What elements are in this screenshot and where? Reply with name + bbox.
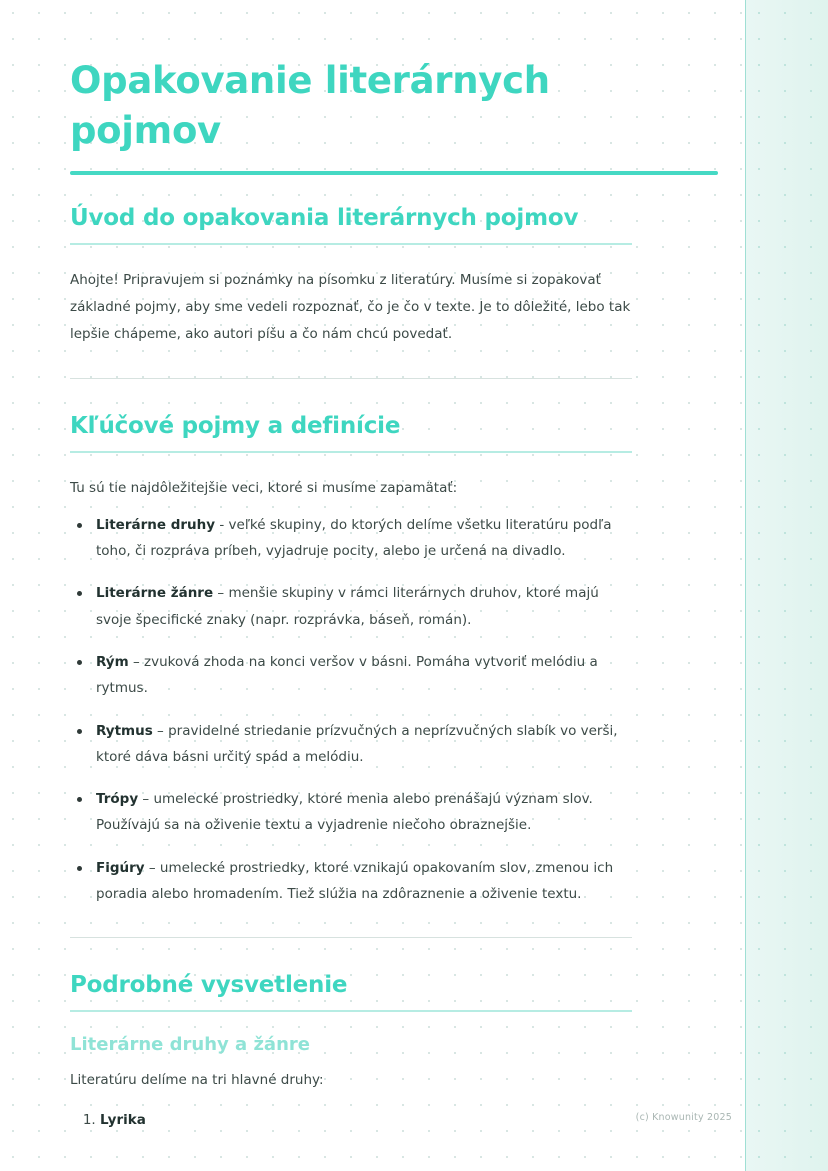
list-item bbox=[70, 786, 632, 839]
footer-credit: (c) Knowunity 2025 bbox=[635, 1112, 732, 1123]
term-label: Rým bbox=[96, 653, 129, 670]
details-intro: Literatúru delíme na tri hlavné druhy: bbox=[70, 1072, 324, 1089]
section-heading-details: Podrobné vysvetlenie bbox=[70, 972, 348, 999]
term-definition: - veľké skupiny, do ktorých delíme všetku literatúru podľa toho, či rozpráva príbeh, vyjadruje pocity, alebo je určená na divadlo. bbox=[96, 516, 612, 559]
term-label: Trópy bbox=[96, 791, 139, 808]
section-divider-intro bbox=[70, 243, 632, 245]
content-divider-2 bbox=[70, 937, 632, 938]
section-divider-key-terms bbox=[70, 451, 632, 453]
term-label: Literárne druhy bbox=[96, 516, 216, 533]
page-title: Opakovanie literárnych pojmov bbox=[70, 59, 550, 153]
term-definition: – zvuková zhoda na konci veršov v básni. Pomáha vytvoriť melódiu a rytmus. bbox=[96, 653, 598, 697]
literary-types-list bbox=[70, 1108, 632, 1134]
key-terms-intro: Tu sú tie najdôležitejšie veci, ktoré si musíme zapamätať: bbox=[70, 479, 458, 496]
term-definition: – umelecké prostriedky, ktoré vznikajú opakovaním slov, zmenou ich poradia alebo hromadením. Tiež slúžia na zdôraznenie a oživenie textu. bbox=[96, 859, 614, 903]
term-definition: – umelecké prostriedky, ktoré menia alebo prenášajú význam slov. Používajú sa na oživenie textu a vyjadrenie niečoho obraznejšie. bbox=[96, 791, 593, 834]
term-definition: – pravidelné striedanie prízvučných a neprízvučných slabík vo verši, ktoré dáva básni určitý spád a melódiu. bbox=[96, 722, 618, 765]
subsection-heading-types: Literárne druhy a žánre bbox=[70, 1034, 310, 1056]
section-heading-key-terms: Kľúčové pojmy a definície bbox=[70, 412, 401, 439]
title-divider bbox=[70, 171, 718, 175]
list-item bbox=[70, 855, 632, 908]
section-heading-intro: Úvod do opakovania literárnych pojmov bbox=[70, 204, 579, 231]
term-label: Rytmus bbox=[96, 722, 153, 739]
intro-paragraph: Ahojte! Pripravujem si poznámky na písomku z literatúry. Musíme si zopakovať základné pojmy, aby sme vedeli rozpoznať, čo je čo v texte. Je to dôležité, lebo tak lepšie chápeme, ako autori píšu a čo nám chcú povedať. bbox=[70, 271, 631, 342]
term-label: Literárne žánre bbox=[96, 585, 214, 602]
content-divider-1 bbox=[70, 378, 632, 379]
term-definition: – menšie skupiny v rámci literárnych druhov, ktoré majú svoje špecifické znaky (napr. rozprávka, báseň, román). bbox=[96, 585, 599, 628]
list-item bbox=[70, 580, 632, 633]
list-item bbox=[70, 512, 632, 565]
list-item bbox=[100, 1108, 632, 1134]
list-item bbox=[70, 649, 632, 702]
key-terms-list bbox=[70, 512, 632, 908]
term-label: Lyrika bbox=[100, 1112, 146, 1129]
term-label: Figúry bbox=[96, 859, 145, 876]
section-divider-details bbox=[70, 1010, 632, 1012]
list-item bbox=[70, 718, 632, 771]
